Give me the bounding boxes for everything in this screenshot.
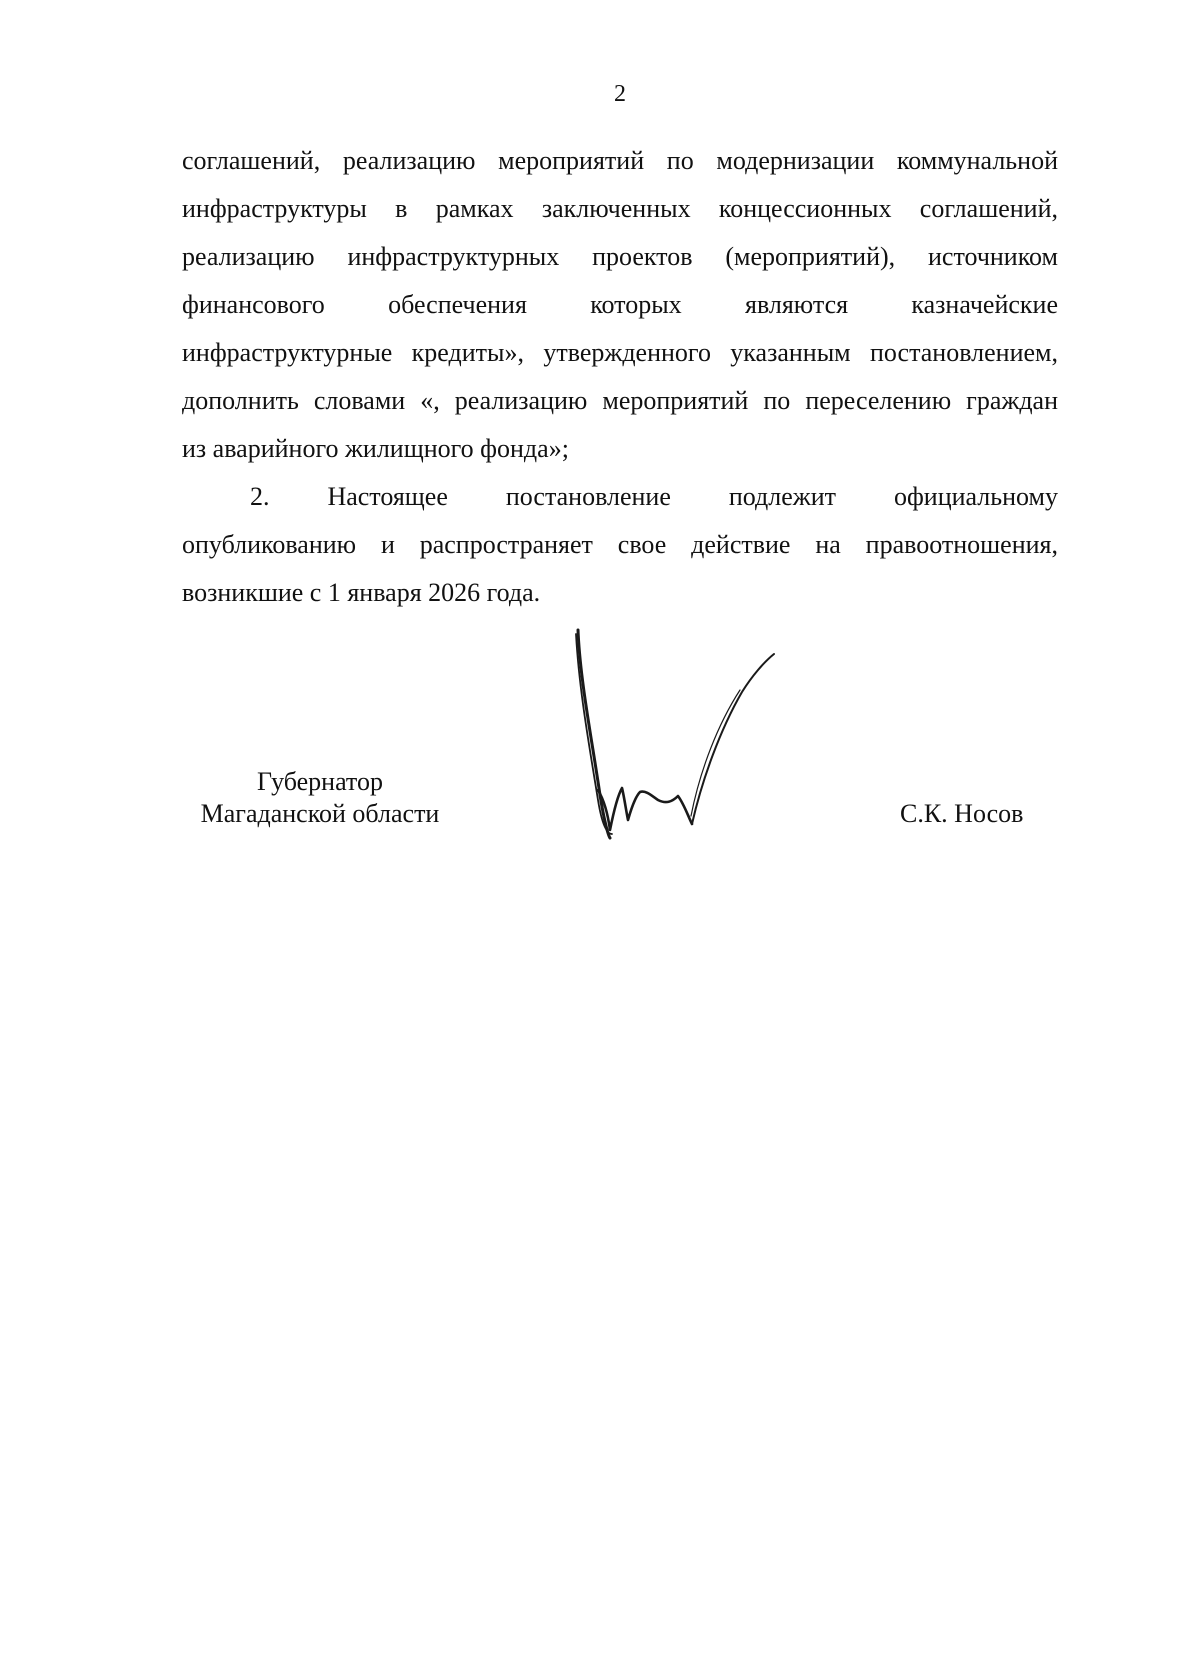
body-line: соглашений, реализацию мероприятий по модернизации коммунальной bbox=[182, 146, 1058, 175]
signer-position-line-1: Губернатор bbox=[257, 767, 383, 796]
body-line: дополнить словами «, реализацию мероприятий по переселению граждан bbox=[182, 386, 1058, 415]
body-line: инфраструктуры в рамках заключенных концессионных соглашений, bbox=[182, 194, 1058, 223]
page-number: 2 bbox=[614, 81, 626, 107]
body-line: реализацию инфраструктурных проектов (мероприятий), источником bbox=[182, 242, 1058, 271]
signer-position bbox=[170, 766, 470, 830]
body-line: опубликованию и распространяет свое действие на правоотношения, bbox=[182, 530, 1058, 559]
body-line-paragraph-2: 2. Настоящее постановление подлежит официальному bbox=[250, 482, 1058, 511]
signer-position-line-2: Магаданской области bbox=[200, 799, 440, 828]
body-line: финансового обеспечения которых являются казначейские bbox=[182, 290, 1058, 319]
body-line: возникшие с 1 января 2026 года. bbox=[182, 578, 541, 607]
body-line: из аварийного жилищного фонда»; bbox=[182, 434, 569, 463]
signer-name: С.К. Носов bbox=[900, 799, 1024, 828]
body-line: инфраструктурные кредиты», утвержденного указанным постановлением, bbox=[182, 338, 1058, 367]
handwritten-signature bbox=[570, 620, 830, 860]
